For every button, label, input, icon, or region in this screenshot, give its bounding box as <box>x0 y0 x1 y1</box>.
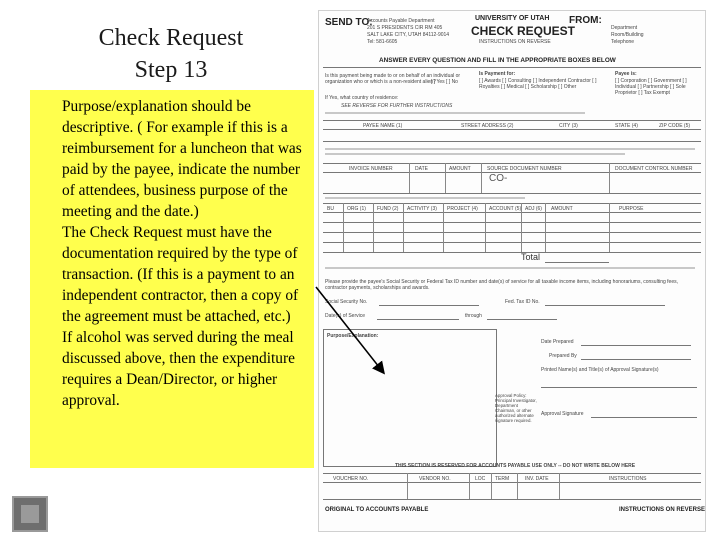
payee-is-items: [ ] Corporation [ ] Government [ ] Individual [ ] Partnership [ ] Sole Proprietor [ ] Tax Exempt <box>615 78 687 96</box>
from-label: FROM: <box>569 15 602 26</box>
payment-for-items: [ ] Awards [ ] Consulting [ ] Independent Contractor [ ] Royalties [ ] Medical [ ] Scholarship [ ] Other <box>479 78 597 90</box>
send-to-line-1: Accounts Payable Department <box>367 18 435 24</box>
invoice-number-label: INVOICE NUMBER <box>349 166 393 172</box>
city-label: CITY (3) <box>559 123 578 129</box>
ap-col-instructions: INSTRUCTIONS <box>609 476 647 482</box>
doc-control-label: DOCUMENT CONTROL NUMBER <box>615 166 693 172</box>
zip-label: ZIP CODE (5) <box>659 123 691 129</box>
source-doc-label: SOURCE DOCUMENT NUMBER <box>487 166 562 172</box>
arrow-line <box>316 287 383 372</box>
approval-signature-label: Approval Signature <box>541 411 584 417</box>
university-name: UNIVERSITY OF UTAH <box>475 15 550 22</box>
printed-names-label: Printed Name(s) and Title(s) of Approval Signature(s) <box>541 367 659 373</box>
instructions-reverse: INSTRUCTIONS ON REVERSE <box>479 39 551 45</box>
fed-tax-label: Fed. Tax ID No. <box>505 299 540 305</box>
col-activity: ACTIVITY (3) <box>407 206 437 212</box>
dates-of-service-label: Date(s) of Service <box>325 313 366 319</box>
send-to-line-4: Tel: 581-6605 <box>367 39 398 45</box>
title-line-1: Check Request <box>98 25 244 51</box>
instructions-footer: INSTRUCTIONS ON REVERSE <box>619 507 706 513</box>
date-prepared-label: Date Prepared <box>541 339 574 345</box>
prepared-by-label: Prepared By <box>549 353 577 359</box>
payee-is-label: Payee is: <box>615 71 637 77</box>
col-account: ACCOUNT (5) <box>489 206 522 212</box>
approval-policy: Approval Policy: Principal Investigator, Department Chairman, or other authorized alternate signature required. <box>495 393 537 423</box>
provide-ssn-note: Please provide the payee's Social Security or Federal Tax ID number and date(s) of service for all taxable income items, including honorariums, consulting fees, contractor payments, scholarships and awards. <box>325 279 678 291</box>
original-to-ap: ORIGINAL TO ACCOUNTS PAYABLE <box>325 507 429 513</box>
reserved-note: THIS SECTION IS RESERVED FOR ACCOUNTS PAYABLE USE ONLY -- DO NOT WRITE BELOW HERE <box>395 463 636 469</box>
col-amount: AMOUNT <box>551 206 573 212</box>
country-question: If Yes, what country of residence: <box>325 95 399 101</box>
bullet-documentation: The Check Request must have the documentation required by the type of transaction. (If this is a payment to an independent contractor, then a copy of the agreement must be attached, etc.) <box>62 224 299 325</box>
col-adj: ADJ (6) <box>525 206 542 212</box>
street-address-label: STREET ADDRESS (2) <box>461 123 514 129</box>
bullet-purpose: Purpose/explanation should be descriptive. ( For example if this is a reimbursement for a luncheon that was paid by the payee, indicate the number of attendees, business purpose of the meeting and the date.) <box>62 98 302 220</box>
send-to-line-2: 201 S PRESIDENTS CIR RM 405 <box>367 25 443 31</box>
ap-col-voucher: VOUCHER NO. <box>333 476 369 482</box>
from-line-3: Telephone <box>611 39 635 45</box>
col-project: PROJECT (4) <box>447 206 478 212</box>
send-to-label: SEND TO: <box>325 17 373 28</box>
ap-col-loc: LOC <box>475 476 486 482</box>
amount-label: AMOUNT <box>449 166 471 172</box>
state-label: STATE (4) <box>615 123 638 129</box>
from-line-2: Room/Building <box>611 32 644 38</box>
payee-question: Is this payment being made to or on behalf of an individual or organization who or which is a non-resident alien? <box>325 73 461 85</box>
ap-col-vendor: VENDOR NO. <box>419 476 451 482</box>
ap-col-term: TERM <box>495 476 510 482</box>
col-bu: BU <box>327 206 334 212</box>
form-title: CHECK REQUEST <box>471 24 576 38</box>
ssn-label: Social Security No. <box>325 299 368 305</box>
col-fund: FUND (2) <box>377 206 399 212</box>
answer-heading: ANSWER EVERY QUESTION AND FILL IN THE APPROPRIATE BOXES BELOW <box>379 57 616 64</box>
bullet-alcohol: If alcohol was served during the meal discussed above, then the expenditure requires a Dean/Director, or higher approval. <box>62 329 295 409</box>
date-label: DATE <box>415 166 428 172</box>
total-label: Total <box>521 252 541 262</box>
col-org: ORG (1) <box>347 206 366 212</box>
title-line-2: Step 13 <box>134 57 208 83</box>
co-prefix: CO- <box>489 173 508 184</box>
send-to-line-3: SALT LAKE CITY, UTAH 84112-9014 <box>367 32 450 38</box>
see-reverse-note: SEE REVERSE FOR FURTHER INSTRUCTIONS <box>341 103 453 109</box>
payment-for-label: Is Payment for: <box>479 71 516 77</box>
through-label: through <box>465 313 482 319</box>
col-purpose: PURPOSE <box>619 206 644 212</box>
yes-no-boxes: [ ] Yes [ ] No <box>431 79 458 85</box>
from-line-1: Department <box>611 25 638 31</box>
ap-col-inv-date: INV. DATE <box>525 476 549 482</box>
payee-name-label: PAYEE NAME (1) <box>363 123 403 129</box>
purpose-label: Purpose/Explanation: <box>327 333 379 339</box>
